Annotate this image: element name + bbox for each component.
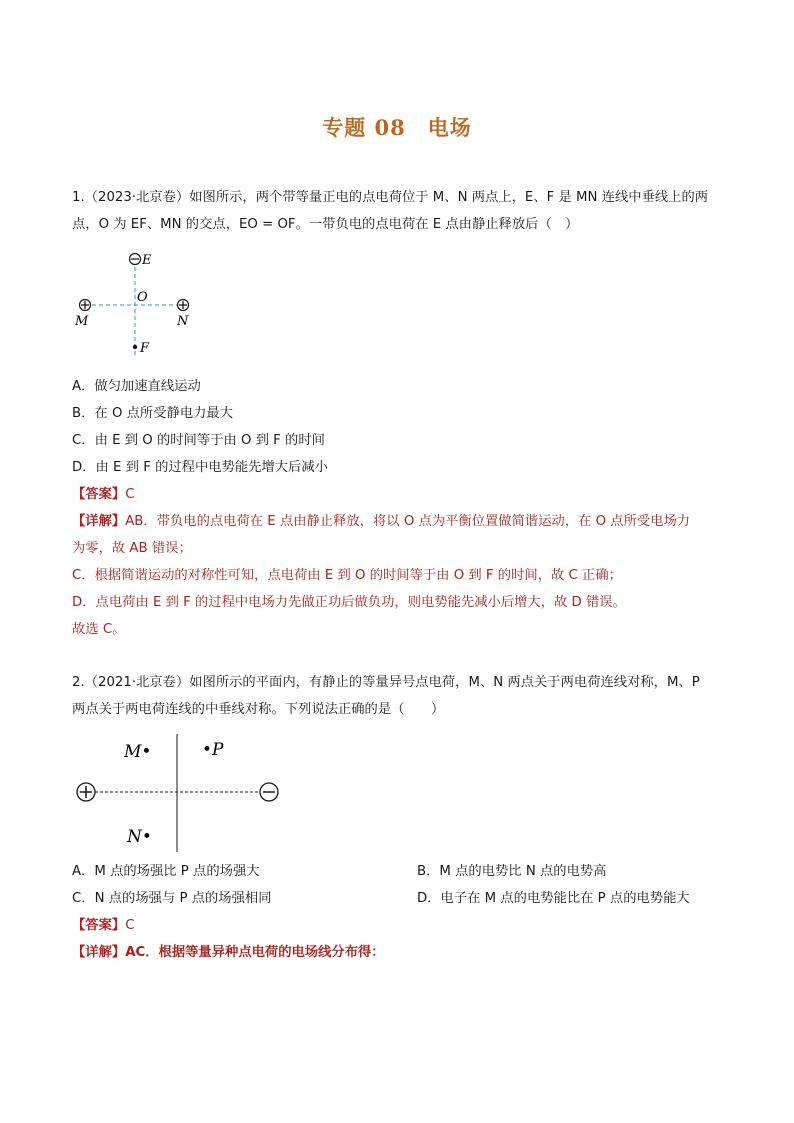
minus-charge-icon [260,783,278,801]
q1-option-D: D．由 E 到 F 的过程中电势能先增大后减小 [72,460,328,475]
q2-stem-line2: 两点关于两电荷连线的中垂线对称。下列说法正确的是（ ） [72,702,445,717]
q2-detail-tag: 【详解】 [72,945,126,960]
q2-option-B: B．M 点的电势比 N 点的电势高 [417,864,607,879]
q2-answer-tag: 【答案】 [72,918,126,933]
q1-detail-line2: 为零，故 AB 错误； [72,541,192,556]
q2-option-C: C．N 点的场强与 P 点的场强相同 [72,891,272,906]
q2-detail-text1: AC．根据等量异种点电荷的电场线分布得： [125,945,385,960]
plus-charge-icon [77,783,95,801]
q2-label-N: N• [127,827,152,847]
minus-charge-icon [130,254,141,265]
q1-label-M: M [75,314,89,329]
q1-label-F: F [140,341,150,356]
plus-charge-icon [178,300,189,311]
q2-answer-line [72,916,134,936]
q2-label-M: M• [124,742,152,762]
q2-option-D: D．电子在 M 点的电势能比在 P 点的电势能大 [417,891,690,906]
q2-label-P: •P [202,740,224,760]
q1-label-E: E [142,253,152,268]
q1-detail-line1 [72,512,690,532]
q2-answer-value: C [125,918,135,933]
q1-answer-line [72,485,134,505]
q2-detail-line1 [72,943,385,963]
q2-options-row2 [72,889,690,909]
q1-option-A: A．做匀加速直线运动 [72,379,201,394]
q1-detail-line4: D．点电荷由 E 到 F 的过程中电场力先做正功后做负功，则电势能先减小后增大，故 D 错误。 [72,595,626,610]
q1-answer-tag: 【答案】 [72,487,126,502]
q2-option-A: A．M 点的场强比 P 点的场强大 [72,864,260,879]
q1-stem-line2: 点，O 为 EF、MN 的交点，EO = OF。一带负电的点电荷在 E 点由静止释放后（ ） [72,217,579,232]
q1-label-N: N [177,314,189,329]
q1-detail-line5: 故选 C。 [72,622,126,637]
q1-option-B: B．在 O 点所受静电力最大 [72,406,234,421]
q1-detail-tag: 【详解】 [72,514,126,529]
q1-figure [70,243,210,363]
q1-detail-line3: C．根据简谐运动的对称性可知，点电荷由 E 到 O 的时间等于由 O 到 F 的时间，故 C 正确； [72,568,622,583]
plus-charge-icon [80,300,91,311]
q1-label-O: O [137,290,148,305]
q1-detail-text1: AB．带负电的点电荷在 E 点由静止释放，将以 O 点为平衡位置做简谐运动，在 O 点所受电场力 [125,514,691,529]
q1-option-C: C．由 E 到 O 的时间等于由 O 到 F 的时间 [72,433,325,448]
q1-point-F [133,345,137,349]
q1-answer-value: C [125,487,135,502]
page-title: 专题 08 电场 [322,115,472,140]
q2-figure [70,728,290,856]
q2-options-row1 [72,862,607,882]
q2-stem-line1: 2.（2021·北京卷）如图所示的平面内，有静止的等量异号点电荷，M、N 两点关于两电荷连线对称，M、P [72,675,700,690]
q1-stem-line1: 1.（2023·北京卷）如图所示，两个带等量正电的点电荷位于 M、N 两点上，E、F 是 MN 连线中垂线上的两 [72,190,709,205]
